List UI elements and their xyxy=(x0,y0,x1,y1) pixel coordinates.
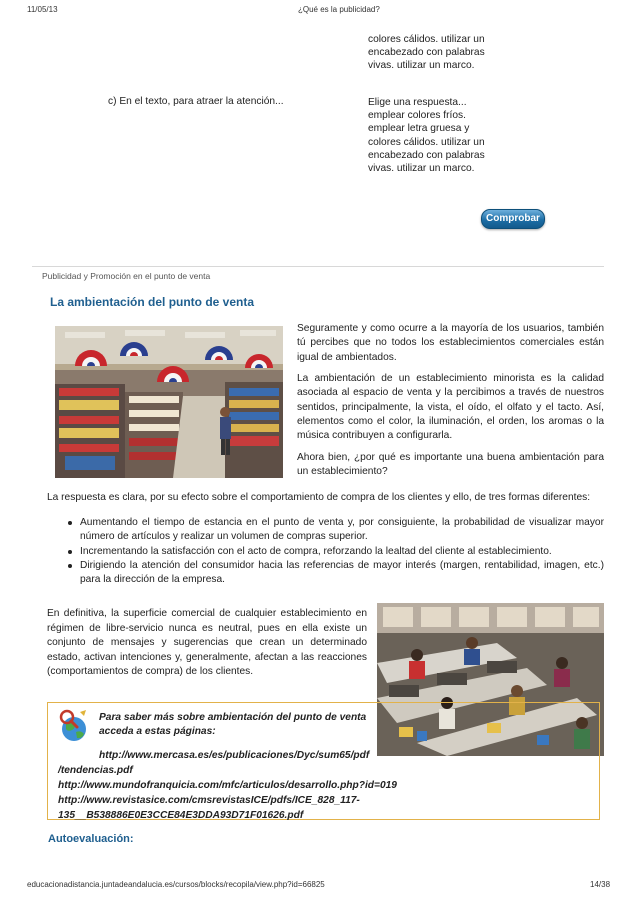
paragraph-answer: La respuesta es clara, por su efecto sobre el comportamiento de compra de los clientes y ello, de tres formas diferentes: xyxy=(47,492,591,503)
section-title: La ambientación del punto de venta xyxy=(50,295,255,309)
link-revistasice-cont[interactable]: 135__B538886E0E3CCE84E3DDA93D71F01626.pdf xyxy=(58,810,304,821)
check-button[interactable]: Comprobar xyxy=(481,209,545,229)
breadcrumb: Publicidad y Promoción en el punto de venta xyxy=(42,271,211,281)
page-number: 14/38 xyxy=(590,880,611,889)
page-header xyxy=(0,5,638,17)
link-mercasa-cont[interactable]: /tendencias.pdf xyxy=(58,765,133,776)
page-title: ¿Qué es la publicidad? xyxy=(298,5,380,14)
bullet-icon xyxy=(68,550,72,554)
paragraph-question: Ahora bien, ¿por qué es importante una buena ambientación para un establecimiento? xyxy=(297,452,604,478)
more-info-intro: Para saber más sobre ambientación del punto de venta acceda a estas páginas: xyxy=(99,712,367,737)
section-divider xyxy=(32,266,604,267)
paragraph-intro: Seguramente y como ocurre a la mayoría de los usuarios, también tú percibes que no todos los establecimientos comerciales están igual de ambientados. xyxy=(297,323,604,363)
effects-list xyxy=(47,516,604,587)
question-c: c) En el texto, para atraer la atención... xyxy=(108,96,284,107)
list-item: Incrementando la satisfacción con el acto de compra, reforzando la lealtad del cliente al establecimiento. xyxy=(47,545,604,559)
more-info-box xyxy=(47,702,600,820)
previous-answer-options: colores cálidos. utilizar un encabezado con palabras vivas. utilizar un marco. xyxy=(368,34,485,72)
link-list xyxy=(58,748,438,823)
globe-magnifier-icon xyxy=(56,708,92,744)
print-date: 11/05/13 xyxy=(27,5,58,14)
answer-select-c[interactable]: Elige una respuesta... emplear colores fríos. emplear letra gruesa y colores cálidos. utilizar un encabezado con palabras vivas. utilizar un marco. xyxy=(368,97,485,175)
autoeval-heading: Autoevaluación: xyxy=(48,833,134,845)
footer-url: educacionadistancia.juntadeandalucia.es/cursos/blocks/recopila/view.php?id=66825 xyxy=(27,880,325,889)
store-interior-photo xyxy=(55,326,283,478)
bullet-icon xyxy=(68,564,72,568)
paragraph-conclusion: En definitiva, la superficie comercial de cualquier establecimiento en régimen de libre-servicio nunca es neutral, pues en ella existe un conjunto de mensajes y sugerencias que crean un determinado estado, activan intenciones y, generalmente, afectan a las reacciones (comportamientos de compra) de los clientes. xyxy=(47,608,367,678)
link-revistasice[interactable]: http://www.revistasice.com/cmsrevistasICE/pdfs/ICE_828_117- xyxy=(58,795,360,806)
list-item: Aumentando el tiempo de estancia en el punto de venta y, por consiguiente, la probabilidad de visualizar mayor número de artículos y realizar un volumen de compras superior. xyxy=(47,516,604,545)
list-item: Dirigiendo la atención del consumidor hacia las referencias de mayor interés (margen, rentabilidad, imagen, etc.) para la dirección de la empresa. xyxy=(47,559,604,588)
link-mercasa[interactable]: http://www.mercasa.es/es/publicaciones/Dyc/sum65/pdf xyxy=(99,750,370,761)
bullet-icon xyxy=(68,521,72,525)
link-mundofranquicia[interactable]: http://www.mundofranquicia.com/mfc/articulos/desarrollo.php?id=019 xyxy=(58,780,397,791)
paragraph-definition: La ambientación de un establecimiento minorista es la calidad asociada al espacio de venta y la percibimos a través de nuestros sentidos, principalmente, la vista, el oído, el olfato y el tacto. Así, elementos como el color, la iluminación, el orden, los aromas o la música contribuyen a configurarla. xyxy=(297,373,604,442)
